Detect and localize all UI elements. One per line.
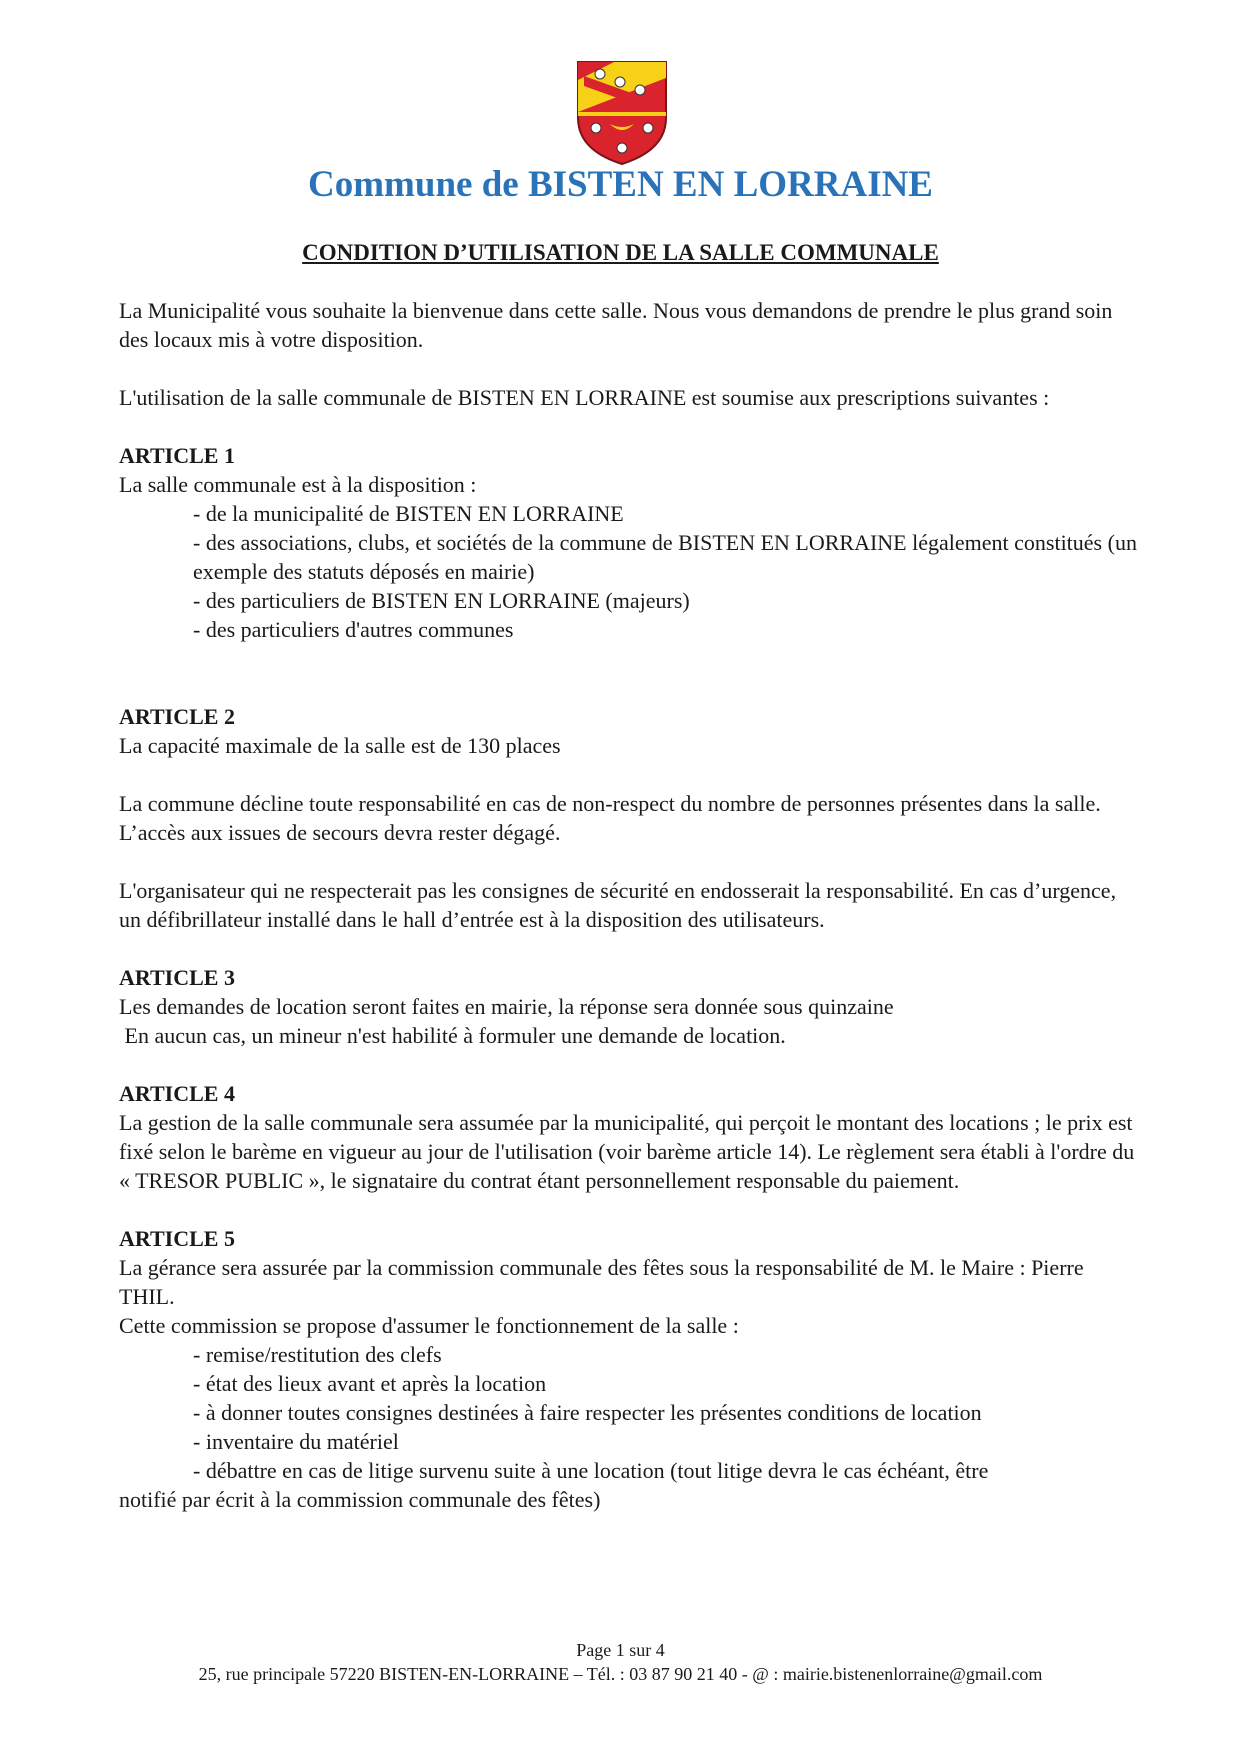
list-item: - état des lieux avant et après la location — [193, 1371, 547, 1396]
footer-address: 25, rue principale 57220 BISTEN-EN-LORRAINE – Tél. : 03 87 90 21 40 - @ : mairie.bistenenlorraine@gmail.com — [198, 1664, 1043, 1684]
list-item: - des particuliers de BISTEN EN LORRAINE (majeurs) — [193, 588, 690, 613]
article-3-line-2: En aucun cas, un mineur n'est habilité à formuler une demande de location. — [119, 1023, 786, 1048]
article-3-line-1: Les demandes de location seront faites en mairie, la réponse sera donnée sous quinzaine — [119, 994, 894, 1019]
article-4-text: La gestion de la salle communale sera assumée par la municipalité, qui perçoit le montant des locations ; le prix est fixé selon le barème en vigueur au jour de l'utilisation (voir barème article 14). Le règlement sera établi à l'ordre du « TRESOR PUBLIC », le signataire du contrat étant personnellement responsable du paiement. — [119, 1110, 1135, 1193]
intro-welcome: La Municipalité vous souhaite la bienvenue dans cette salle. Nous vous demandons de prendre le plus grand soin des locaux mis à votre disposition. — [119, 298, 1113, 352]
article-2-responsibility: La commune décline toute responsabilité en cas de non-respect du nombre de personnes présentes dans la salle. — [119, 791, 1101, 816]
article-2-heading: ARTICLE 2 — [119, 704, 235, 729]
list-item: - inventaire du matériel — [193, 1429, 399, 1454]
document-body — [119, 296, 1139, 1514]
list-item-continuation: notifié par écrit à la commission communale des fêtes) — [119, 1487, 601, 1512]
article-5-lead: Cette commission se propose d'assumer le fonctionnement de la salle : — [119, 1313, 739, 1338]
list-item: - remise/restitution des clefs — [193, 1342, 442, 1367]
page-number: Page 1 sur 4 — [576, 1640, 665, 1660]
list-item: - de la municipalité de BISTEN EN LORRAINE — [193, 501, 624, 526]
article-2-exits: L’accès aux issues de secours devra rester dégagé. — [119, 820, 561, 845]
list-item: - des particuliers d'autres communes — [193, 617, 514, 642]
document-title: CONDITION D’UTILISATION DE LA SALLE COMMUNALE — [302, 240, 939, 265]
article-4-heading: ARTICLE 4 — [119, 1081, 235, 1106]
list-item: - débattre en cas de litige survenu suite à une location (tout litige devra le cas échéant, être — [193, 1458, 989, 1483]
list-item: - des associations, clubs, et sociétés de la commune de BISTEN EN LORRAINE légalement constitués (un exemple des statuts déposés en mairie) — [193, 530, 1137, 584]
article-1-lead: La salle communale est à la disposition : — [119, 472, 477, 497]
article-5-text: La gérance sera assurée par la commission communale des fêtes sous la responsabilité de M. le Maire : Pierre THIL. — [119, 1255, 1084, 1309]
list-item: - à donner toutes consignes destinées à faire respecter les présentes conditions de location — [193, 1400, 982, 1425]
intro-prescriptions: L'utilisation de la salle communale de BISTEN EN LORRAINE est soumise aux prescriptions suivantes : — [119, 385, 1050, 410]
article-5-heading: ARTICLE 5 — [119, 1226, 235, 1251]
article-2-capacity: La capacité maximale de la salle est de 130 places — [119, 733, 561, 758]
article-1-heading: ARTICLE 1 — [119, 443, 235, 468]
commune-title: Commune de BISTEN EN LORRAINE — [308, 164, 933, 205]
coat-of-arms-icon — [574, 58, 670, 168]
article-2-safety: L'organisateur qui ne respecterait pas les consignes de sécurité en endosserait la responsabilité. En cas d’urgence, un défibrillateur installé dans le hall d’entrée est à la disposition des utilisateurs. — [119, 878, 1117, 932]
article-3-heading: ARTICLE 3 — [119, 965, 235, 990]
